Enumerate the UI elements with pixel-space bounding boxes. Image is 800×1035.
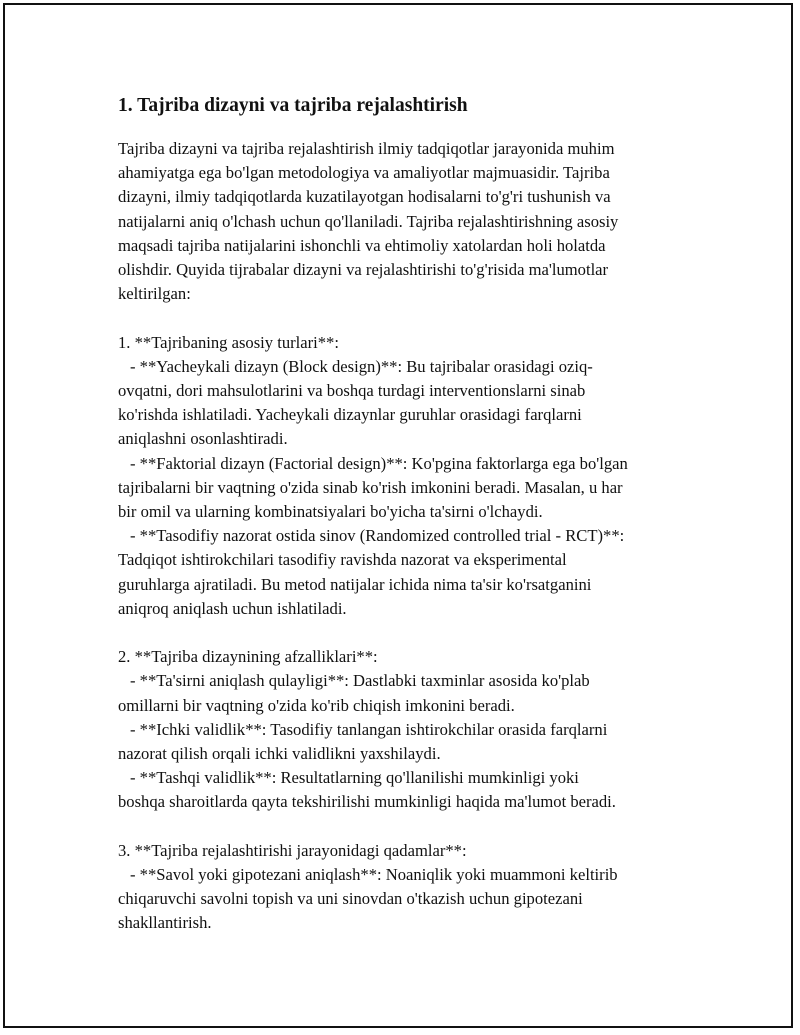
section-types (118, 331, 688, 621)
intro-paragraph (118, 137, 688, 306)
list-item-continued: nazorat qilish orqali ichki validlikni yaxshilaydi. (118, 744, 441, 764)
document-heading: 1. Tajriba dizayni va tajriba rejalashtirish (118, 95, 468, 116)
list-item-continued: Tadqiqot ishtirokchilari tasodifiy ravishda nazorat va eksperimental (118, 550, 567, 570)
section-title: 1. **Tajribaning asosiy turlari**: (118, 332, 339, 352)
list-item-continued: omillarni bir vaqtning o'zida ko'rib chiqish imkonini beradi. (118, 695, 515, 715)
section-title: 2. **Tajriba dizaynining afzalliklari**: (118, 647, 378, 667)
section-steps (118, 839, 688, 936)
list-item-continued: ovqatni, dori mahsulotlarini va boshqa turdagi interventionslarni sinab (118, 381, 586, 401)
list-item: - **Savol yoki gipotezani aniqlash**: Noaniqlik yoki muammoni keltirib (130, 865, 618, 885)
intro-line: dizayni, ilmiy tadqiqotlarda kuzatilayotgan hodisalarni to'g'ri tushunish va (118, 187, 611, 207)
intro-line: keltirilgan: (118, 284, 191, 304)
intro-line: olishdir. Quyida tijrabalar dizayni va rejalashtirishi to'g'risida ma'lumotlar (118, 260, 609, 280)
list-item-continued: tajribalarni bir vaqtning o'zida sinab ko'rish imkonini beradi. Masalan, u har (118, 477, 623, 497)
list-item-continued: ko'rishda ishlatiladi. Yacheykali dizaynlar guruhlar orasidagi farqlarni (118, 405, 582, 425)
section-advantages (118, 645, 688, 814)
list-item: - **Ichki validlik**: Tasodifiy tanlangan ishtirokchilar orasida farqlarni (130, 719, 608, 739)
list-item-continued: aniqroq aniqlash uchun ishlatiladi. (118, 598, 347, 618)
intro-line: Tajriba dizayni va tajriba rejalashtirish ilmiy tadqiqotlar jarayonida muhim (118, 139, 615, 158)
intro-line: ahamiyatga ega bo'lgan metodologiya va amaliyotlar majmuasidir. Tajriba (118, 163, 610, 183)
list-item-continued: shakllantirish. (118, 913, 212, 933)
list-item-continued: chiqaruvchi savolni topish va uni sinovdan o'tkazish uchun gipotezani (118, 889, 583, 909)
intro-line: maqsadi tajriba natijalarini ishonchli va ehtimoliy xatolardan holi holatda (118, 235, 606, 255)
intro-line: natijalarni aniq o'lchash uchun qo'llaniladi. Tajriba rejalashtirishning asosiy (118, 211, 619, 231)
list-item-continued: bir omil va ularning kombinatsiyalari bo'yicha ta'sirni o'lchaydi. (118, 502, 543, 522)
list-item-continued: boshqa sharoitlarda qayta tekshirilishi mumkinligi haqida ma'lumot beradi. (118, 792, 616, 812)
list-item: - **Faktorial dizayn (Factorial design)**: Ko'pgina faktorlarga ega bo'lgan (130, 453, 628, 473)
list-item-continued: aniqlashni osonlashtiradi. (118, 429, 288, 449)
section-title: 3. **Tajriba rejalashtirishi jarayonidagi qadamlar**: (118, 840, 467, 860)
list-item: - **Tasodifiy nazorat ostida sinov (Randomized controlled trial - RCT)**: (130, 526, 625, 546)
list-item: - **Yacheykali dizayn (Block design)**: Bu tajribalar orasidagi oziq- (130, 356, 593, 376)
list-item-continued: guruhlarga ajratiladi. Bu metod natijalar ichida nima ta'sir ko'rsatganini (118, 574, 592, 594)
list-item: - **Tashqi validlik**: Resultatlarning qo'llanilishi mumkinligi yoki (130, 768, 579, 788)
document-body (118, 92, 688, 936)
list-item: - **Ta'sirni aniqlash qulayligi**: Dastlabki taxminlar asosida ko'plab (130, 671, 590, 691)
